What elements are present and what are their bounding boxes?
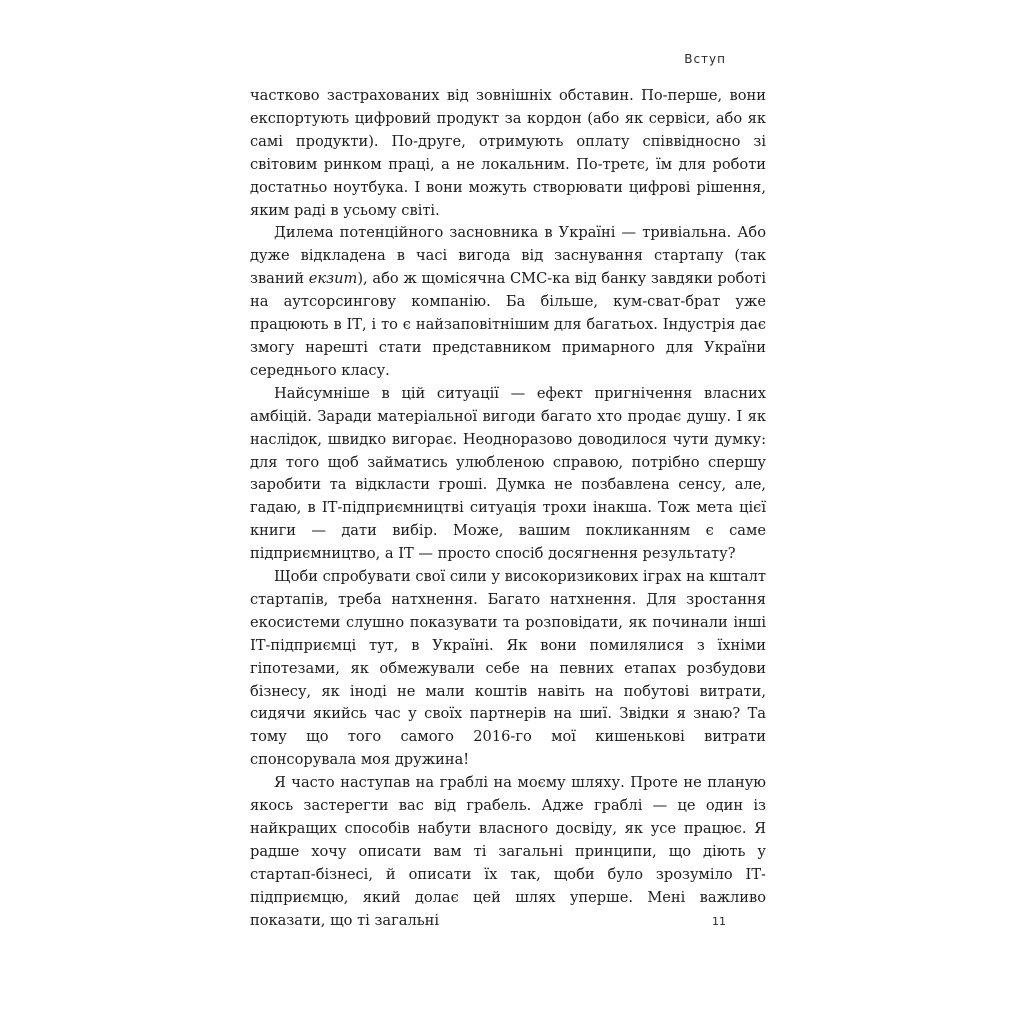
- paragraph-2: [250, 222, 766, 382]
- paragraph-5-text: Я часто наступав на граблі на моєму шляху. Проте не планую якось застерегти вас від грабель. Адже граблі — це один із найкращих способів набути власного досвіду, як усе працює. Я радше хочу описати вам ті загальні принципи, що діють у стартап-бізнесі, й описати їх так, щоби було зрозуміло ІТ-підприємцю, який долає цей шлях уперше. Мені важливо показати, що ті загальні: [250, 774, 766, 929]
- paragraph-1: [250, 85, 766, 222]
- paragraph-2-text-a: Дилема потенційного засновника в Україні — тривіальна. Або дуже відкладена в часі вигода від заснування стартапу (так званий: [250, 224, 766, 288]
- paragraph-2-text-b: ), або ж щомісячна СМС-ка від банку завдяки роботі на аутсорсингову компанію. Ба більше, кум-сват-брат уже працюють в ІТ, і то є найзаповітнішим для багатьох. Індустрія дає змогу нарешті стати представником примарного для України середнього класу.: [250, 270, 766, 379]
- paragraph-4: [250, 566, 766, 772]
- italic-term-exit: екзит: [308, 270, 358, 288]
- page-number: 11: [712, 915, 726, 928]
- paragraph-3-text: Найсумніше в цій ситуації — ефект пригнічення власних амбіцій. Заради матеріальної вигоди багато хто продає душу. І як наслідок, швидко вигорає. Неодноразово доводилося чути думку: для того щоб займатись улюбленою справою, потрібно спершу заробити та відкласти гроші. Думка не позбавлена сенсу, але, гадаю, в ІТ-підприємництві ситуація трохи інакша. Тож мета цієї книги — дати вибір. Може, вашим покликанням є саме підприємництво, а ІТ — просто спосіб досягнення результату?: [250, 384, 766, 563]
- paragraph-1-text: частково застрахованих від зовнішніх обставин. По-перше, вони експортують цифровий продукт за кордон (або як сервіси, або як самі продукти). По-друге, отримують оплату співвідносно зі світовим ринком праці, а не локальним. По-третє, їм для роботи достатньо ноутбука. І вони можуть створювати цифрові рішення, яким раді в усьому світі.: [250, 87, 766, 219]
- body-text: [250, 85, 766, 933]
- paragraph-4-text: Щоби спробувати свої сили у високоризикових іграх на кшталт стартапів, треба натхнення. Багато натхнення. Для зростання екосистеми слушно показувати та розповідати, як починали інші ІТ-підприємці тут, в Україні. Як вони помилялися з їхніми гіпотезами, як обмежували себе на певних етапах розбудови бізнесу, як іноді не мали коштів навіть на побутові витрати, сидячи якийсь час у своїх партнерів на шиї. Звідки я знаю? Та тому що того самого 2016-го мої кишенькові витрати спонсорувала моя дружина!: [250, 568, 766, 769]
- paragraph-5: [250, 772, 766, 932]
- running-head: Вступ: [684, 52, 726, 66]
- paragraph-3: [250, 383, 766, 566]
